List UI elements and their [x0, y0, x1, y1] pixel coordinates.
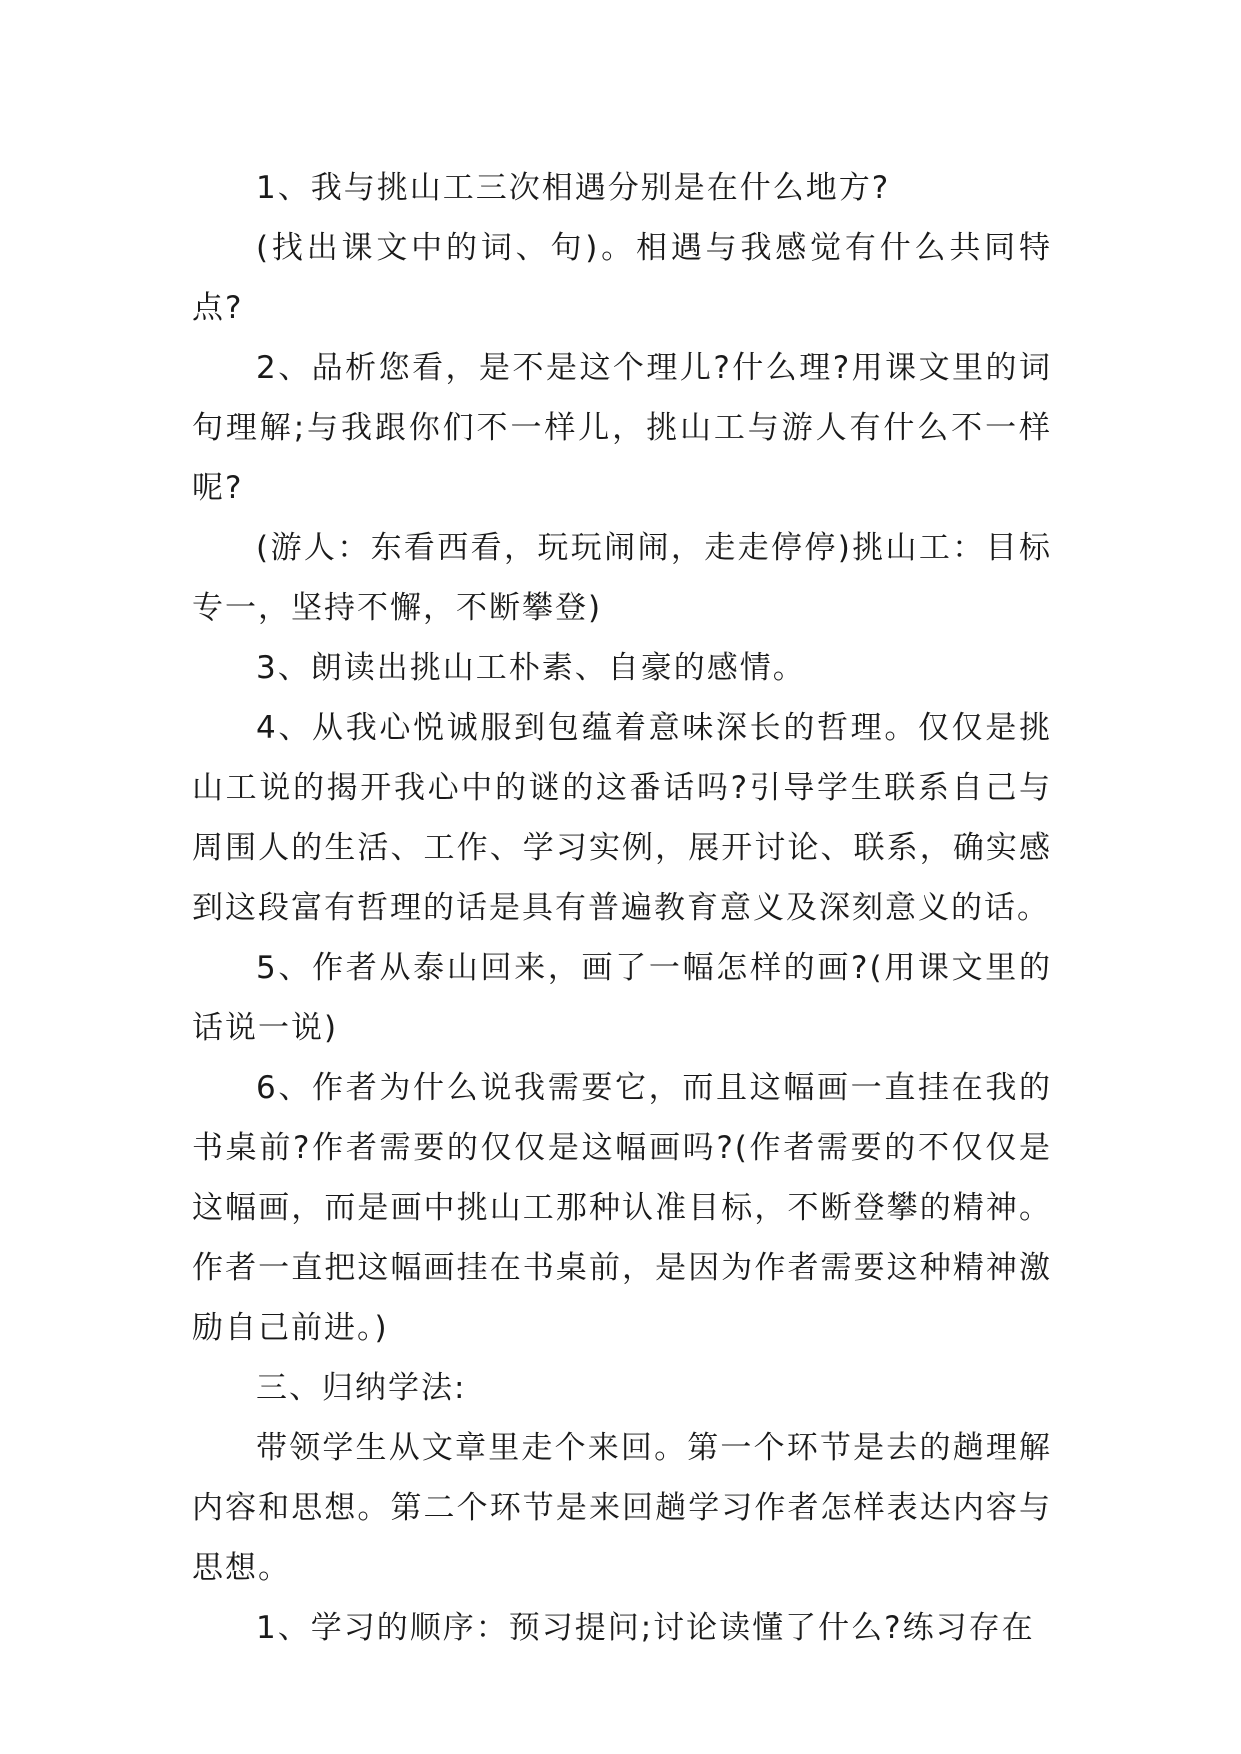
paragraph: 2、品析您看，是不是这个理儿?什么理?用课文里的词句理解;与我跟你们不一样儿，挑山工与游人有什么不一样呢? [192, 350, 1052, 506]
paragraph: 带领学生从文章里走个来回。第一个环节是去的趟理解内容和思想。第二个环节是来回趟学习作者怎样表达内容与思想。 [192, 1430, 1052, 1586]
section-heading: 三、归纳学法: [256, 1370, 467, 1406]
paragraph: 5、作者从泰山回来，画了一幅怎样的画?(用课文里的话说一说) [192, 950, 1052, 1046]
paragraph: 1、学习的顺序：预习提问;讨论读懂了什么?练习存在 [256, 1610, 1035, 1646]
document-page [192, 158, 1052, 1658]
paragraph: 3、朗读出挑山工朴素、自豪的感情。 [256, 650, 806, 686]
paragraph: 1、我与挑山工三次相遇分别是在什么地方? [256, 170, 891, 206]
paragraph: 4、从我心悦诚服到包蕴着意味深长的哲理。仅仅是挑山工说的揭开我心中的谜的这番话吗?引导学生联系自己与周围人的生活、工作、学习实例，展开讨论、联系，确实感到这段富有哲理的话是具有普遍教育意义及深刻意义的话。 [192, 710, 1052, 926]
paragraph: (游人：东看西看，玩玩闹闹，走走停停)挑山工：目标专一，坚持不懈，不断攀登) [192, 530, 1052, 626]
paragraph: (找出课文中的词、句)。相遇与我感觉有什么共同特点? [192, 230, 1052, 326]
paragraph: 6、作者为什么说我需要它，而且这幅画一直挂在我的书桌前?作者需要的仅仅是这幅画吗?(作者需要的不仅仅是这幅画，而是画中挑山工那种认准目标，不断登攀的精神。作者一直把这幅画挂在书桌前，是因为作者需要这种精神激励自己前进。) [192, 1070, 1052, 1346]
